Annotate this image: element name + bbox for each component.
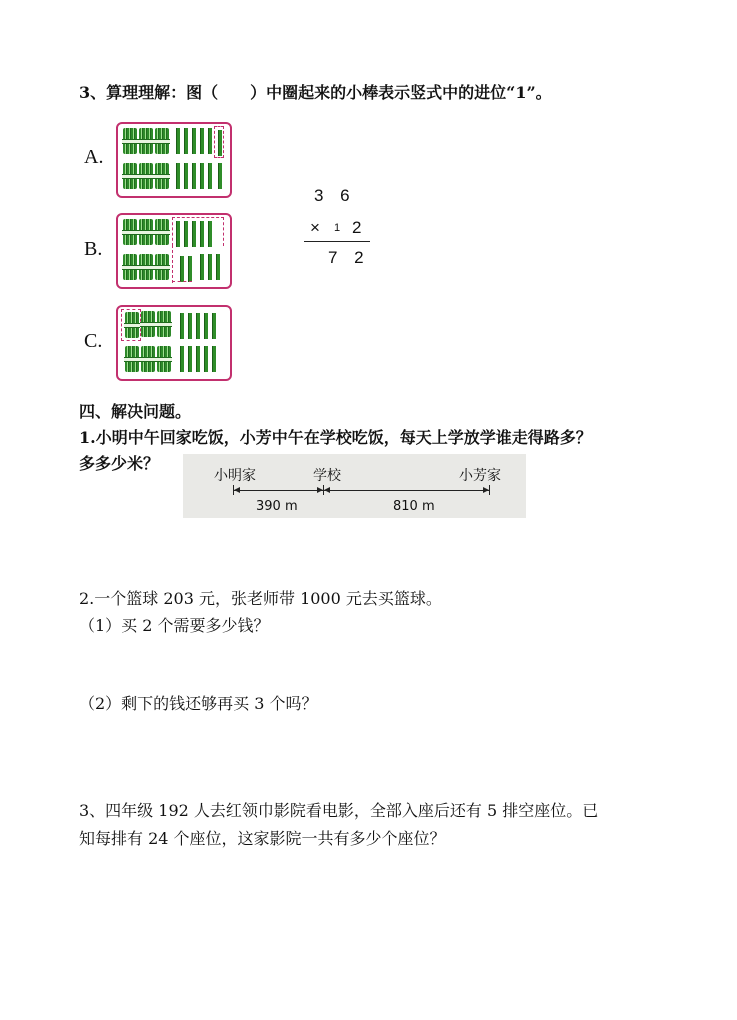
- arrow-right-icon: [483, 487, 489, 493]
- stick-icon: [208, 254, 212, 280]
- question-3-title: 3、算理理解：图（ ）中圈起来的小棒表示竖式中的进位“1”。: [79, 83, 552, 102]
- bundle-icon: [139, 219, 153, 245]
- calc-carry: 1: [334, 222, 341, 234]
- circled-stick-marker-edge: [172, 281, 192, 282]
- arrow-right-icon: [317, 487, 323, 493]
- calc-product: 7 2: [328, 248, 370, 267]
- bundle-icon: [139, 254, 153, 280]
- circled-stick-marker: [172, 217, 224, 246]
- stick-icon: [188, 346, 192, 372]
- stick-icon: [184, 163, 188, 189]
- circled-bundle-marker: [121, 309, 141, 341]
- stick-icon: [216, 254, 220, 280]
- stick-icon: [208, 128, 212, 154]
- problem-2-line-1: 2.一个篮球 203 元，张老师带 1000 元去买篮球。: [79, 589, 442, 608]
- stick-icon: [200, 254, 204, 280]
- problem-2-sub-1: （1）买 2 个需要多少钱？: [79, 616, 270, 635]
- stick-icon: [204, 313, 208, 339]
- bundle-icon: [123, 128, 137, 154]
- bundle-icon: [141, 346, 155, 372]
- calc-operator: ×: [310, 218, 320, 237]
- stick-icon: [188, 256, 192, 282]
- bundle-icon: [125, 346, 139, 372]
- bundle-icon: [123, 219, 137, 245]
- distance-left-value: 390 m: [256, 499, 298, 514]
- stick-icon: [180, 256, 184, 282]
- stick-icon: [196, 313, 200, 339]
- problem-3-line-2: 知每排有 24 个座位，这家影院一共有多少个座位？: [79, 829, 446, 848]
- circled-stick-marker: [214, 126, 224, 158]
- calc-rule: [304, 241, 370, 242]
- stick-icon: [192, 128, 196, 154]
- option-a-label: A.: [84, 146, 104, 168]
- bundle-icon: [141, 311, 155, 337]
- arrow-left-icon: [234, 487, 240, 493]
- tick-right: [489, 485, 490, 495]
- stick-icon: [176, 128, 180, 154]
- bundle-icon: [155, 254, 169, 280]
- stick-icon: [204, 346, 208, 372]
- bundle-icon: [139, 128, 153, 154]
- option-b-label: B.: [84, 238, 103, 260]
- distance-diagram: [183, 454, 526, 518]
- stick-icon: [196, 346, 200, 372]
- option-c-label: C.: [84, 330, 103, 352]
- option-a-stick-picture: [116, 122, 232, 198]
- bundle-icon: [157, 346, 171, 372]
- stick-icon: [180, 346, 184, 372]
- calc-multiplier: 2: [352, 218, 362, 237]
- bundle-icon: [155, 219, 169, 245]
- bundle-icon: [123, 254, 137, 280]
- arrow-left-icon: [324, 487, 330, 493]
- stick-icon: [212, 346, 216, 372]
- label-xiaofang-home: 小芳家: [459, 468, 501, 484]
- stick-icon: [212, 313, 216, 339]
- stick-icon: [180, 313, 184, 339]
- problem-3-line-1: 3、四年级 192 人去红领巾影院看电影，全部入座后还有 5 排空座位。已: [79, 801, 599, 820]
- stick-icon: [200, 128, 204, 154]
- circled-stick-marker-edge: [172, 245, 173, 283]
- problem-1-line-2: 多多少米？: [79, 454, 160, 473]
- bundle-icon: [139, 163, 153, 189]
- bundle-icon: [155, 128, 169, 154]
- stick-icon: [176, 163, 180, 189]
- stick-icon: [200, 163, 204, 189]
- problem-1-line-1: 1.小明中午回家吃饭，小芳中午在学校吃饭，每天上学放学谁走得路多？: [79, 428, 592, 447]
- stick-icon: [192, 163, 196, 189]
- calc-multiplicand: 3 6: [314, 186, 356, 205]
- stick-icon: [218, 163, 222, 189]
- stick-icon: [184, 128, 188, 154]
- problem-2-sub-2: （2）剩下的钱还够再买 3 个吗？: [79, 694, 318, 713]
- section-4-title: 四、解决问题。: [79, 402, 192, 421]
- option-b-stick-picture: [116, 213, 232, 289]
- distance-right-value: 810 m: [393, 499, 435, 514]
- bundle-icon: [157, 311, 171, 337]
- bundle-icon: [123, 163, 137, 189]
- label-school: 学校: [313, 468, 341, 484]
- bundle-icon: [155, 163, 169, 189]
- distance-line: [233, 490, 489, 491]
- label-xiaoming-home: 小明家: [214, 468, 256, 484]
- option-c-stick-picture: [116, 305, 232, 381]
- stick-icon: [208, 163, 212, 189]
- stick-icon: [188, 313, 192, 339]
